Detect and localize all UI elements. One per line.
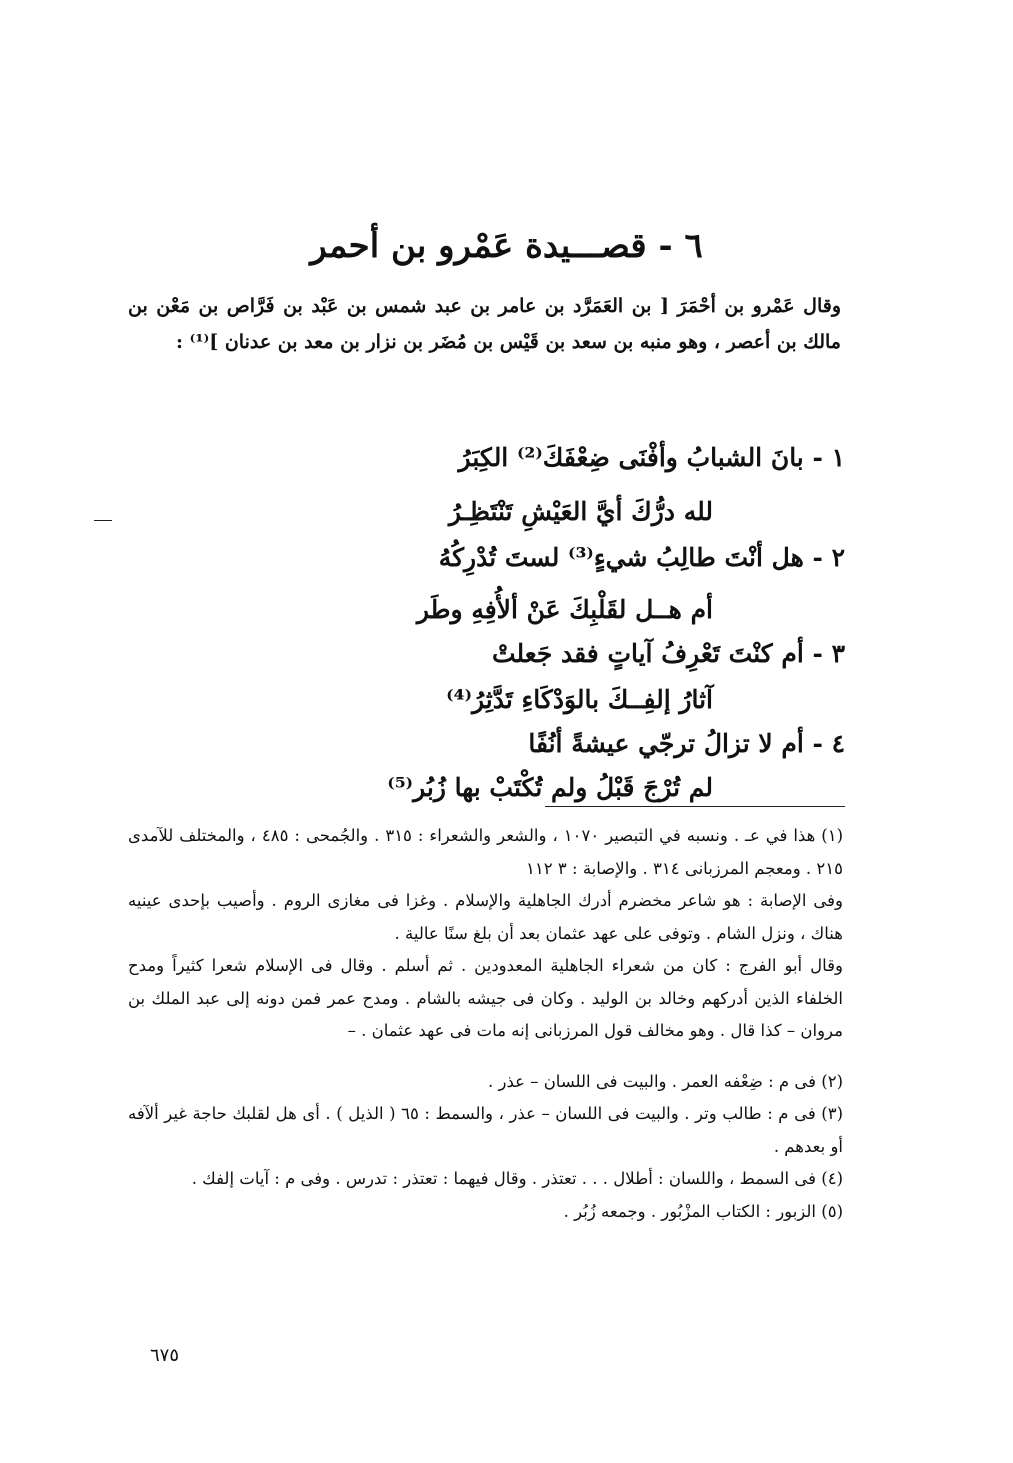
footnote-3: (٣) فى م : طالب وتر . والبيت فى اللسان – عذر ، والسمط : ٦٥ ( الذيل ) . أى هل لقلبك حاجة غير ألآفه أو بعدهم . bbox=[128, 1104, 844, 1156]
verse-4-first-hemistich: ٤ - أم لا تزالُ ترجّي عيشةً أنُفًا bbox=[528, 729, 845, 758]
verse-2-first-hemistich: ٢ - هل أنْتَ طالِبُ شيءٍ⁽³⁾ لستَ تُدْرِكُهُ bbox=[438, 543, 845, 572]
verse-1-second-hemistich: لله درُّكَ أيَّ العَيْشِ تَنْتَظِـرُ bbox=[448, 497, 713, 526]
footnote-1-continued-2: وقال أبو الفرج : كان من شعراء الجاهلية المعدودين . ثم أسلم . وقال فى الإسلام شعرا كثيراً ومدح الخلفاء الذين أدركهم وخالد بن الوليد . وكان فى جيشه بالشام . ومدح عمر فمن دونه إلى عبد الملك بن مروان – كذا قال . وهو مخالف قول المرزبانى إنه مات فى عهد عثمان . – bbox=[128, 956, 843, 1040]
verse-1-first-hemistich: ١ - بانَ الشبابُ وأفْنَى ضِعْفَكَ⁽²⁾ الكِبَرُ bbox=[458, 443, 845, 472]
intro-paragraph bbox=[128, 288, 841, 360]
verse-3-first-hemistich: ٣ - أم كنْتَ تَعْرِفُ آياتٍ فقد جَعلتْ bbox=[491, 639, 845, 668]
page-number: ٦٧٥ bbox=[150, 1345, 180, 1366]
footnote-5: (٥) الزبور : الكتاب المزْبُور . وجمعه زُبُر . bbox=[563, 1201, 843, 1221]
footnotes bbox=[128, 820, 843, 1228]
footnote-1: (١) هذا في عـ . ونسبه في التبصير ١٠٧٠ ، والشعر والشعراء : ٣١٥ . والجُمحى : ٤٨٥ ، والمختلف للآمدى ٢١٥ . ومعجم المرزبانى ٣١٤ . والإصابة : ٣ ١١٢ bbox=[128, 826, 843, 878]
margin-dash bbox=[94, 520, 112, 521]
verse-2-second-hemistich: أم هــل لقَلْبِكَ عَنْ ألأُفِهِ وطَر bbox=[416, 595, 713, 624]
intro-text: وقال عَمْرو بن أحْمَرَ [ بن العَمَرَّد بن عامر بن عبد شمس بن عَبْد بن فَرَّاص بن مَعْن بن مالك بن أعصر ، وهو منبه بن سعد بن قَيْس بن مُضَر بن نزار بن معد بن عدنان ]⁽¹⁾ : bbox=[128, 295, 841, 353]
verse-3-second-hemistich: آثارُ إلفِــكَ بالوَدْكَاءِ تَدَّثِرُ⁽⁴⁾ bbox=[446, 685, 713, 714]
verse-4-second-hemistich: لم تُرْجَ قَبْلُ ولم تُكْتَبْ بها زُبُر⁽⁵⁾ bbox=[387, 773, 713, 802]
poem-title: ٦ - قصـــيدة عَمْرو بن أحمر bbox=[310, 226, 703, 266]
footnote-separator bbox=[545, 806, 845, 807]
footnote-2: (٢) فى م : ضِعْفه العمر . والبيت فى اللسان – عذر . bbox=[487, 1071, 843, 1091]
footnote-1-continued: وفى الإصابة : هو شاعر مخضرم أدرك الجاهلية والإسلام . وغزا فى مغازى الروم . وأصيب بإحدى عينيه هناك ، ونزل الشام . وتوفى على عهد عثمان بعد أن بلغ سنًا عالية . bbox=[128, 891, 843, 943]
footnote-4: (٤) فى السمط ، واللسان : أطلال . . . تعتذر . وقال فيهما : تعتذر : تدرس . وفى م : آيات إلفك . bbox=[191, 1169, 843, 1188]
